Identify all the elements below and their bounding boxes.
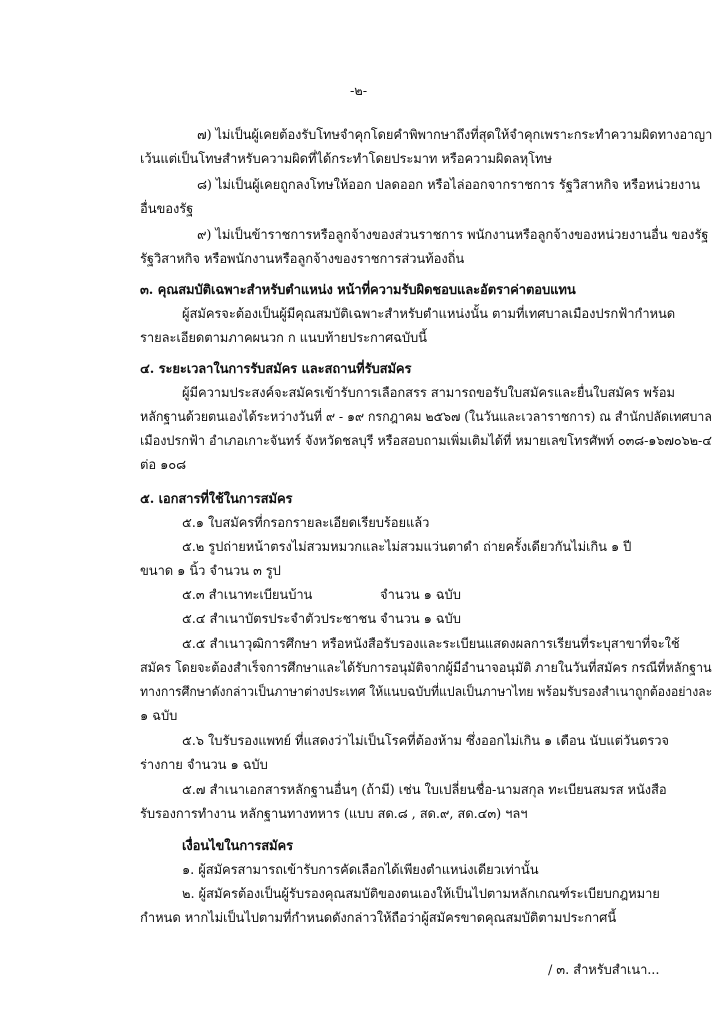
condition-1: ๑. ผู้สมัครสามารถเข้ารับการคัดเลือกได้เพียงตำแหน่งเดียวเท่านั้น bbox=[182, 863, 539, 878]
item-5-3-label: ๕.๓ สำเนาทะเบียนบ้าน bbox=[182, 588, 313, 603]
item-9-line-1: ๙) ไม่เป็นข้าราชการหรือลูกจ้างของส่วนราชการ พนักงานหรือลูกจ้างของหน่วยงานอื่น ของรัฐ bbox=[197, 228, 709, 243]
section-5-heading: ๕. เอกสารที่ใช้ในการสมัคร bbox=[140, 492, 293, 507]
item-5-3-qty: จำนวน ๑ ฉบับ bbox=[380, 588, 461, 603]
section-4-line-3: เมืองปรกฟ้า อำเภอเกาะจันทร์ จังหวัดชลบุรี หรือสอบถามเพิ่มเติมได้ที่ หมายเลขโทรศัพท์ ๐๓๘-๑๖๗๐๖๒-๔ bbox=[140, 434, 712, 449]
item-5-4-label: ๕.๔ สำเนาบัตรประจำตัวประชาชน bbox=[182, 612, 377, 627]
section-4-heading: ๔. ระยะเวลาในการรับสมัคร และสถานที่รับสมัคร bbox=[140, 362, 412, 377]
item-5-4-qty: จำนวน ๑ ฉบับ bbox=[380, 612, 461, 627]
section-3-line-1: ผู้สมัครจะต้องเป็นผู้มีคุณสมบัติเฉพาะสำหรับตำแหน่งนั้น ตามที่เทศบาลเมืองปรกฟ้ากำหนด bbox=[182, 307, 676, 322]
section-4-line-4: ต่อ ๑๐๘ bbox=[140, 458, 186, 473]
continuation-note: / ๓. สำหรับสำเนา... bbox=[548, 963, 660, 978]
item-8-line-2: อื่นของรัฐ bbox=[140, 202, 194, 217]
item-5-5-line-3: ทางการศึกษาดังกล่าวเป็นภาษาต่างประเทศ ให้แนบฉบับที่แปลเป็นภาษาไทย พร้อมรับรองสำเนาถูกต้องอย่างละ bbox=[140, 685, 713, 700]
item-5-7-line-1: ๕.๗ สำเนาเอกสารหลักฐานอื่นๆ (ถ้ามี) เช่น ใบเปลี่ยนชื่อ-นามสกุล ทะเบียนสมรส หนังสือ bbox=[182, 783, 667, 798]
section-4-line-2: หลักฐานด้วยตนเองได้ระหว่างวันที่ ๙ - ๑๙ กรกฎาคม ๒๕๖๗ (ในวันและเวลาราชการ) ณ สำนักปลัดเทศบาล bbox=[140, 410, 712, 425]
conditions-heading: เงื่อนไขในการสมัคร bbox=[182, 839, 293, 854]
item-9-line-2: รัฐวิสาหกิจ หรือพนักงานหรือลูกจ้างของราชการส่วนท้องถิ่น bbox=[140, 252, 465, 267]
section-4-line-1: ผู้มีความประสงค์จะสมัครเข้ารับการเลือกสรร สามารถขอรับใบสมัครและยื่นใบสมัคร พร้อม bbox=[182, 386, 675, 401]
item-5-5-line-4: ๑ ฉบับ bbox=[140, 709, 178, 724]
section-3-heading: ๓. คุณสมบัติเฉพาะสำหรับตำแหน่ง หน้าที่ความรับผิดชอบและอัตราค่าตอบแทน bbox=[140, 283, 576, 298]
item-5-5-line-1: ๕.๕ สำเนาวุฒิการศึกษา หรือหนังสือรับรองและระเบียนแสดงผลการเรียนที่ระบุสาขาที่จะใช้ bbox=[182, 637, 680, 652]
item-8-line-1: ๘) ไม่เป็นผู้เคยถูกลงโทษให้ออก ปลดออก หรือไล่ออกจากราชการ รัฐวิสาหกิจ หรือหน่วยงาน bbox=[197, 178, 701, 193]
item-5-7-line-2: รับรองการทำงาน หลักฐานทางทหาร (แบบ สด.๘ , สด.๙, สด.๔๓) ฯลฯ bbox=[140, 807, 528, 822]
item-7-line-1: ๗) ไม่เป็นผู้เคยต้องรับโทษจำคุกโดยคำพิพากษาถึงที่สุดให้จำคุกเพราะกระทำความผิดทางอาญา bbox=[197, 128, 713, 143]
condition-2-line-2: กำหนด หากไม่เป็นไปตามที่กำหนดดังกล่าวให้ถือว่าผู้สมัครขาดคุณสมบัติตามประกาศนี้ bbox=[140, 911, 617, 926]
item-5-6-line-2: ร่างกาย จำนวน ๑ ฉบับ bbox=[140, 758, 268, 773]
section-3-line-2: รายละเอียดตามภาคผนวก ก แนบท้ายประกาศฉบับนี้ bbox=[140, 331, 427, 346]
item-5-2-line-2: ขนาด ๑ นิ้ว จำนวน ๓ รูป bbox=[140, 564, 281, 579]
page-number: -๒- bbox=[350, 84, 368, 99]
item-7-line-2: เว้นแต่เป็นโทษสำหรับความผิดที่ได้กระทำโดยประมาท หรือความผิดลหุโทษ bbox=[140, 152, 552, 167]
item-5-1: ๕.๑ ใบสมัครที่กรอกรายละเอียดเรียบร้อยแล้ว bbox=[182, 516, 430, 531]
item-5-6-line-1: ๕.๖ ใบรับรองแพทย์ ที่แสดงว่าไม่เป็นโรคที่ต้องห้าม ซึ่งออกไม่เกิน ๑ เดือน นับแต่วันตรวจ bbox=[182, 734, 669, 749]
condition-2-line-1: ๒. ผู้สมัครต้องเป็นผู้รับรองคุณสมบัติของตนเองให้เป็นไปตามหลักเกณฑ์ระเบียบกฎหมาย bbox=[182, 887, 660, 902]
item-5-2-line-1: ๕.๒ รูปถ่ายหน้าตรงไม่สวมหมวกและไม่สวมแว่นตาดำ ถ่ายครั้งเดียวกันไม่เกิน ๑ ปี bbox=[182, 540, 632, 555]
item-5-5-line-2: สมัคร โดยจะต้องสำเร็จการศึกษาและได้รับการอนุมัติจากผู้มีอำนาจอนุมัติ ภายในวันที่สมัคร กรณีที่หลักฐาน bbox=[140, 661, 712, 676]
